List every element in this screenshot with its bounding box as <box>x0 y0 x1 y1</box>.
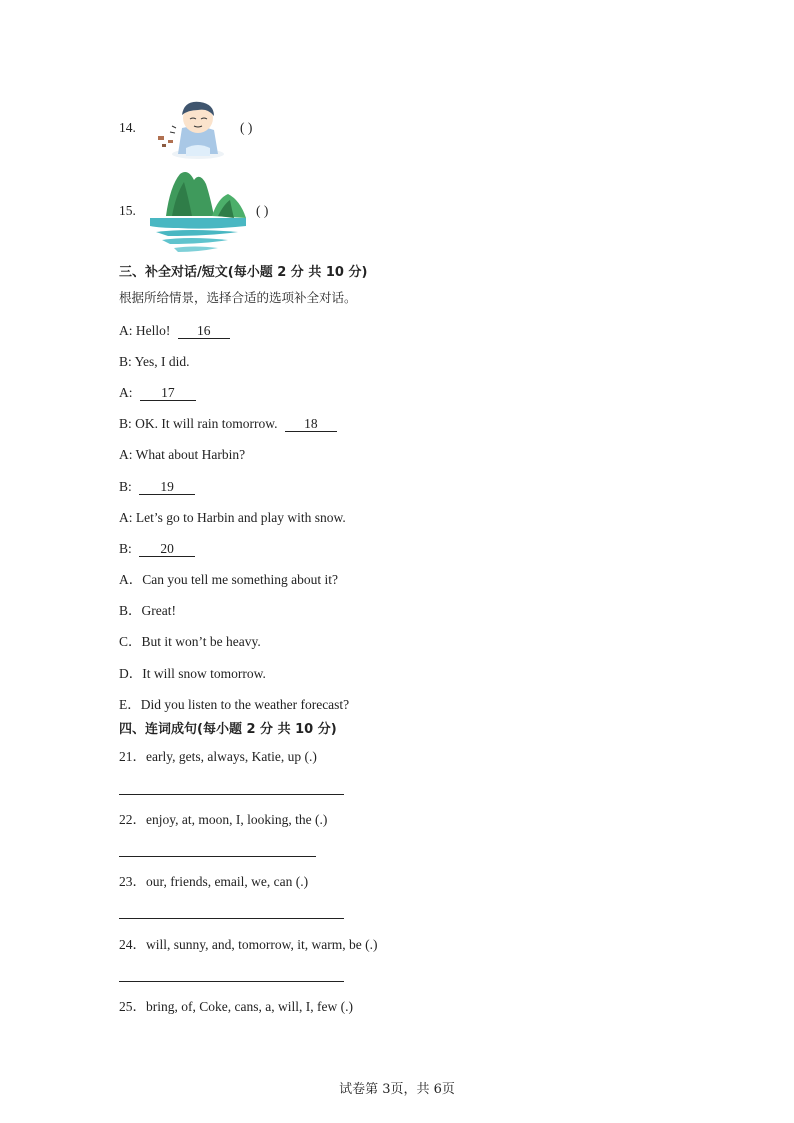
sentence-question-25: 25．bring, of, Coke, cans, a, will, I, few (.) <box>119 999 353 1014</box>
sentence-question-24: 24．will, sunny, and, tomorrow, it, warm, be (.) <box>119 937 378 952</box>
answer-line-24[interactable] <box>119 981 344 982</box>
option-b: B．Great! <box>119 603 176 618</box>
dialogue-line-6 <box>119 479 195 495</box>
answer-line-23[interactable] <box>119 918 344 919</box>
dialogue-line-7 <box>119 510 346 526</box>
question-14-number: 14. <box>119 120 136 135</box>
dialogue-text: B: <box>119 479 136 494</box>
dialogue-text: B: <box>119 541 136 556</box>
dialogue-text: A: <box>119 385 136 400</box>
sentence-question-21: 21．early, gets, always, Katie, up (.) <box>119 749 317 764</box>
dialogue-text: A: Let’s go to Harbin and play with snow. <box>119 510 346 525</box>
dialogue-line-5 <box>119 447 245 463</box>
section-4-title: 四、连词成句(每小题 2 分 共 10 分) <box>119 722 337 737</box>
sick-boy-picture <box>148 98 228 160</box>
option-d: D．It will snow tomorrow. <box>119 666 266 681</box>
mountain-lake-picture <box>148 166 248 254</box>
dialogue-text: B: OK. It will rain tomorrow. <box>119 416 281 431</box>
answer-blank-20[interactable]: 20 <box>139 542 195 557</box>
dialogue-line-1 <box>119 323 230 339</box>
question-15-answer-paren[interactable]: ( ) <box>256 203 269 218</box>
dialogue-text: B: Yes, I did. <box>119 354 190 369</box>
option-e: E．Did you listen to the weather forecast? <box>119 697 350 712</box>
answer-blank-17[interactable]: 17 <box>140 386 196 401</box>
answer-line-21[interactable] <box>119 794 344 795</box>
dialogue-line-3 <box>119 385 196 401</box>
sentence-question-23: 23．our, friends, email, we, can (.) <box>119 874 309 889</box>
sentence-question-22: 22．enjoy, at, moon, I, looking, the (.) <box>119 812 328 827</box>
option-c: C．But it won’t be heavy. <box>119 634 261 649</box>
answer-line-22[interactable] <box>119 856 316 857</box>
section-3-title: 三、补全对话/短文(每小题 2 分 共 10 分) <box>119 265 368 280</box>
dialogue-line-4 <box>119 416 337 432</box>
answer-blank-16[interactable]: 16 <box>178 324 230 339</box>
dialogue-line-8 <box>119 541 195 557</box>
dialogue-text: A: Hello! <box>119 323 174 338</box>
answer-blank-19[interactable]: 19 <box>139 480 195 495</box>
option-a: A．Can you tell me something about it? <box>119 572 338 587</box>
section-3-instruction: 根据所给情景，选择合适的选项补全对话。 <box>119 290 357 305</box>
page-footer: 试卷第 3页，共 6页 <box>339 1082 455 1097</box>
dialogue-line-2 <box>119 354 190 370</box>
answer-blank-18[interactable]: 18 <box>285 417 337 432</box>
dialogue-text: A: What about Harbin? <box>119 447 246 462</box>
question-14-answer-paren[interactable]: ( ) <box>240 120 253 135</box>
question-15-number: 15. <box>119 203 136 218</box>
